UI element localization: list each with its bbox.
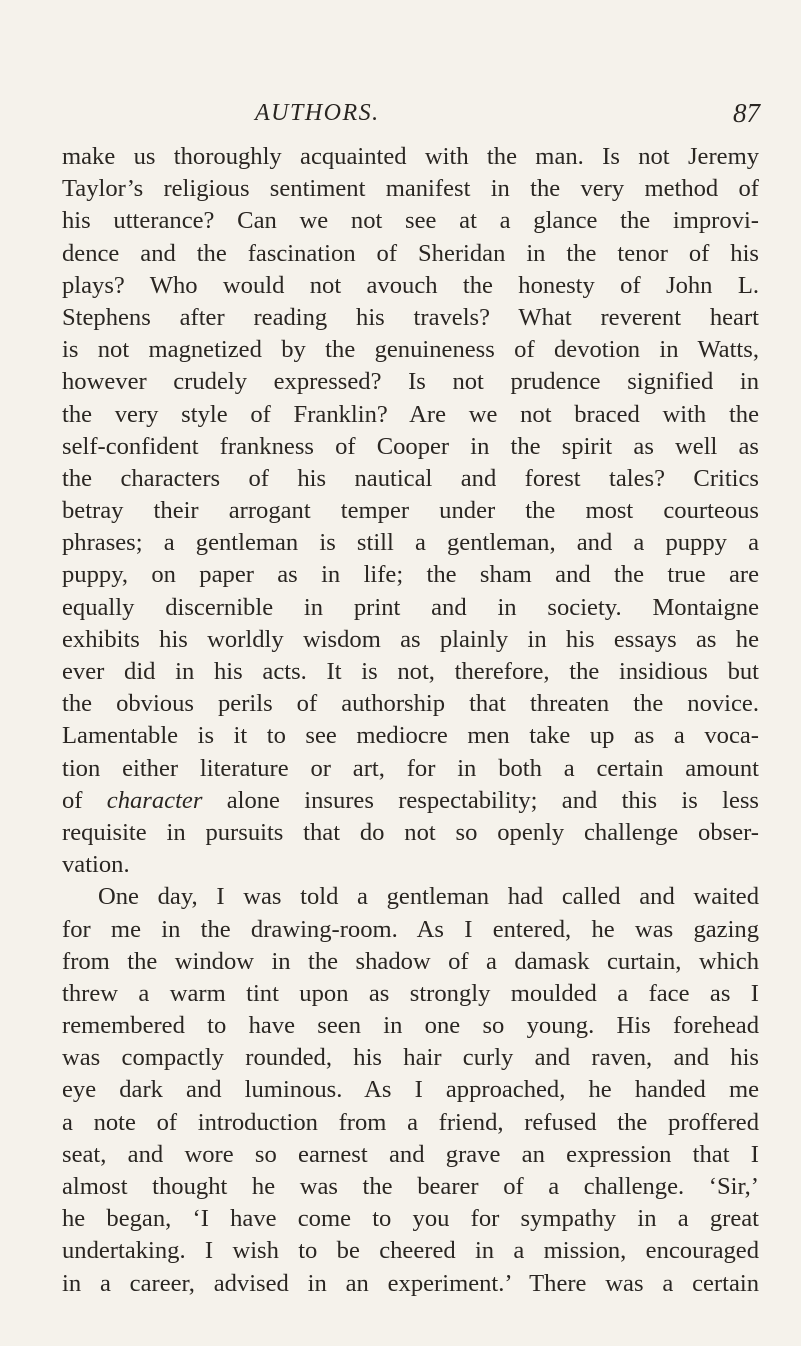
text-line: vation. [62, 851, 130, 879]
text-line: plays? Who would not avouch the honesty of John L. [62, 271, 759, 299]
text-line: was compactly rounded, his hair curly and raven, and his [62, 1044, 759, 1072]
text-line: exhibits his worldly wisdom as plainly in his essays as he [62, 625, 759, 653]
text-line: self-confident frankness of Cooper in the spirit as well as [62, 432, 759, 460]
text-line: the obvious perils of authorship that threaten the novice. [62, 690, 759, 718]
text-line: however crudely expressed? Is not prudence signified in [62, 368, 759, 396]
text-segment: alone insures respectability; and this is less [202, 786, 759, 814]
text-line: the very style of Franklin? Are we not braced with the [62, 400, 759, 428]
text-segment: of [62, 786, 107, 814]
text-line: ever did in his acts. It is not, therefore, the insidious but [62, 658, 759, 685]
page-number: 87 [733, 98, 760, 128]
text-line: equally discernible in print and in society. Montaigne [62, 593, 759, 621]
text-line: remembered to have seen in one so young. His forehead [62, 1012, 759, 1040]
text-line: from the window in the shadow of a damask curtain, which [62, 947, 759, 975]
text-line: puppy, on paper as in life; the sham and the true are [62, 561, 759, 589]
text-line: betray their arrogant temper under the most courteous [62, 497, 759, 525]
text-line: Lamentable is it to see mediocre men take up as a voca- [62, 722, 759, 750]
text-line: his utterance? Can we not see at a glance the improvi- [62, 207, 759, 235]
text-line: almost thought he was the bearer of a challenge. ‘Sir,’ [62, 1173, 759, 1200]
paragraph-1 [62, 141, 759, 881]
text-line-with-italic [62, 785, 759, 817]
text-line: requisite in pursuits that do not so openly challenge obser- [62, 818, 759, 846]
text-line: tion either literature or art, for in both a certain amount [62, 754, 759, 782]
text-line: is not magnetized by the genuineness of devotion in Watts, [62, 336, 759, 364]
italic-word: character [106, 786, 203, 814]
text-line: make us thoroughly acquainted with the man. Is not Jeremy [62, 143, 759, 170]
text-line: Taylor’s religious sentiment manifest in the very method of [62, 175, 759, 203]
text-line: he began, ‘I have come to you for sympathy in a great [62, 1205, 759, 1233]
text-line: eye dark and luminous. As I approached, he handed me [62, 1076, 759, 1104]
text-line: a note of introduction from a friend, refused the proffered [62, 1108, 759, 1136]
running-head [60, 100, 760, 130]
text-line: in a career, advised in an experiment.’ There was a certain [62, 1269, 759, 1297]
body-text [62, 141, 759, 1300]
text-line: threw a warm tint upon as strongly moulded a face as I [62, 979, 759, 1007]
running-title: AUTHORS. [255, 100, 380, 126]
text-line: seat, and wore so earnest and grave an expression that I [62, 1140, 759, 1168]
text-line: phrases; a gentleman is still a gentleman, and a puppy a [62, 529, 759, 557]
text-line: the characters of his nautical and forest tales? Critics [62, 464, 759, 492]
text-line: One day, I was told a gentleman had called and waited [98, 883, 759, 911]
text-line: for me in the drawing-room. As I entered, he was gazing [62, 915, 759, 943]
paragraph-2 [62, 881, 759, 1299]
text-line: undertaking. I wish to be cheered in a mission, encouraged [62, 1237, 759, 1265]
text-line: Stephens after reading his travels? What reverent heart [62, 303, 759, 331]
text-line: dence and the fascination of Sheridan in the tenor of his [62, 239, 759, 267]
